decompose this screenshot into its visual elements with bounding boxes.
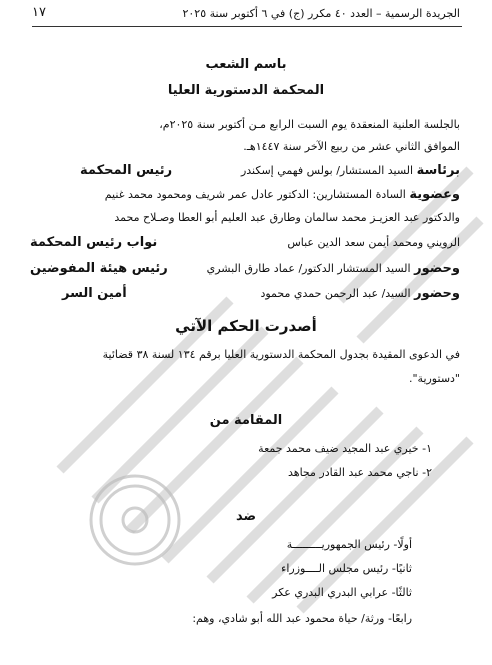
court-heading: المحكمة الدستورية العليا <box>167 83 325 98</box>
presidency-role: رئيس المحكمة <box>80 163 173 178</box>
secretary-text: السيد/ عبد الرحمن حمدي محمود <box>260 287 411 300</box>
presidency-text: السيد المستشار/ بولس فهمي إسكندر <box>240 164 414 177</box>
defendant-item: رابعًا- ورثة/ حياة محمود عبد الله أبو شادي، وهم: <box>192 612 412 625</box>
defendant-item: ثانيًا- رئيس مجلس الــــوزراء <box>281 562 412 575</box>
membership-label: وعضوية <box>409 187 460 202</box>
session-line-2: الموافق الثاني عشر من ربيع الآخر سنة ١٤٤٧هـ. <box>243 140 460 153</box>
session-line-1: بالجلسة العلنية المنعقدة يوم السبت الرابع مـن أكتوبر سنة ٢٠٢٥م، <box>159 118 460 131</box>
case-line-2: "دستورية". <box>408 372 460 385</box>
plaintiffs-title: المقامة من <box>209 413 283 428</box>
defendants-title: ضد <box>235 509 257 524</box>
defendant-item: ثالثًا- عرابي البدري البدري عكر <box>272 586 412 599</box>
presidency-label: برئاسة <box>416 163 460 178</box>
membership-row <box>105 188 460 202</box>
membership-line-3: الرويني ومحمد أيمن سعد الدين عباس <box>287 236 460 249</box>
header-rule <box>32 26 462 27</box>
ruling-title: أصدرت الحكم الآتي <box>175 317 317 335</box>
presidency-row <box>241 164 460 178</box>
page-number: ١٧ <box>32 5 46 20</box>
attendance-row <box>207 262 460 276</box>
defendant-item: أولًا- رئيس الجمهوريـــــــــة <box>286 538 412 551</box>
secretary-role: أمين السر <box>62 286 127 301</box>
secretary-label: وحضور <box>414 286 460 301</box>
secretary-row <box>260 287 460 301</box>
case-line-1: في الدعوى المقيدة بجدول المحكمة الدستورية العليا برقم ١٣٤ لسنة ٣٨ قضائية <box>102 348 460 361</box>
plaintiff-item: ١- خيري عبد المجيد ضيف محمد جمعة <box>258 442 432 455</box>
running-title: الجريدة الرسمية – العدد ٤٠ مكرر (ج) في ٦ أكتوبر سنة ٢٠٢٥ <box>182 7 460 20</box>
membership-text: السادة المستشارين: الدكتور عادل عمر شريف ومحمود محمد غنيم <box>104 188 406 201</box>
plaintiff-item: ٢- ناجي محمد عبد القادر مجاهد <box>288 466 432 479</box>
attendance-label: وحضور <box>414 261 460 276</box>
membership-role: نواب رئيس المحكمة <box>30 235 158 250</box>
membership-line-2: والدكتور عبد العزيـز محمد سالمان وطارق عبد العليم أبو العطا وصـلاح محمد <box>114 211 460 224</box>
in-the-name-heading: باسم الشعب <box>205 57 287 72</box>
attendance-role: رئيس هيئة المفوضين <box>30 261 168 276</box>
attendance-text: السيد المستشار الدكتور/ عماد طارق البشري <box>206 262 411 275</box>
